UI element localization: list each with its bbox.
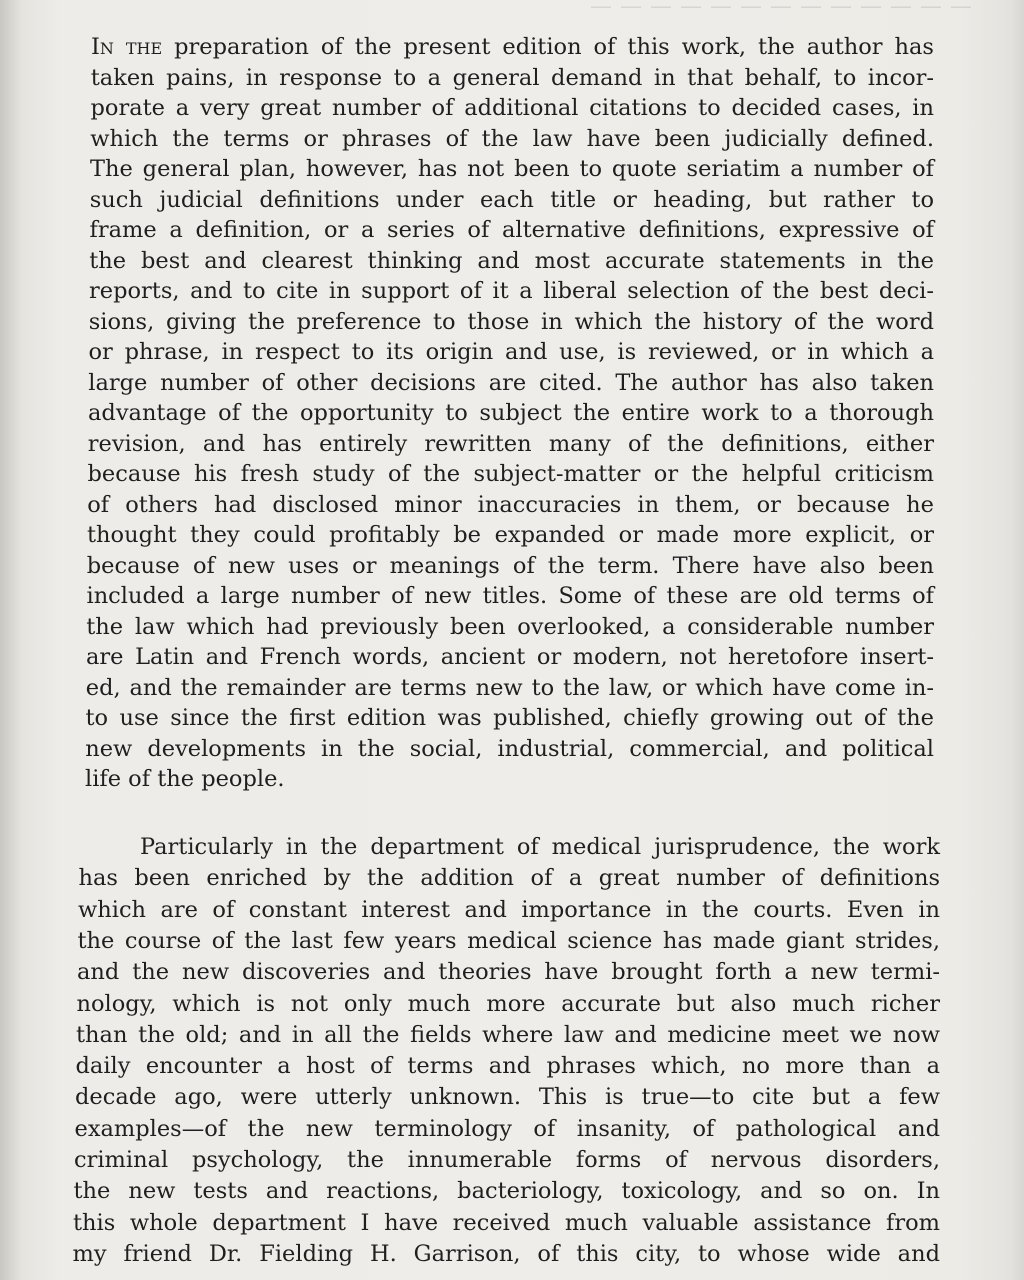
paragraph-2-line: daily encounter a host of terms and phrases which, no more than a — [75, 1053, 940, 1080]
paragraph-1-line: new developments in the social, industrial, commercial, and political — [85, 735, 934, 762]
paragraph-1-line: the law which had previously been overlooked, a considerable number — [86, 613, 934, 640]
paragraph-2-line: Particularly in the department of medical jurisprudence, the work — [140, 834, 940, 860]
paragraph-1-line: advantage of the opportunity to subject the entire work to a thorough — [88, 400, 934, 426]
paragraph-1-line: porate a very great number of additional citations to decided cases, in — [90, 95, 934, 121]
paragraph-1-line: which the terms or phrases of the law have been judicially defined. — [90, 125, 934, 152]
paragraph-2-line: than the old; and in all the fields where law and medicine meet we now — [76, 1021, 940, 1048]
paragraph-1-line: such judicial definitions under each title or heading, but rather to — [89, 186, 934, 213]
paragraph-1-line: large number of other decisions are cited. The author has also taken — [88, 369, 934, 396]
paragraph-1-line: or phrase, in respect to its origin and use, is reviewed, or in which a — [88, 339, 934, 365]
paragraph-2-line: this whole department I have received much valuable assistance from — [73, 1209, 940, 1236]
paragraph-1-line: because his fresh study of the subject-matter or the helpful criticism — [87, 461, 934, 487]
paragraph-2-line: the new tests and reactions, bacteriology, toxicology, and so on. In — [73, 1178, 940, 1205]
paragraph-1-line: sions, giving the preference to those in which the history of the word — [88, 308, 934, 335]
paragraph-2-line: has been enriched by the addition of a great number of definitions — [78, 865, 940, 892]
paragraph-2-line: the course of the last few years medical science has made giant strides, — [77, 927, 940, 954]
bleed-through-text: — — — — — — — — — — — — — — [590, 0, 973, 19]
paragraph-1-line: ed, and the remainder are terms new to the law, or which have come in- — [85, 674, 934, 701]
paragraph-2-line: criminal psychology, the innumerable forms of nervous disorders, — [74, 1147, 940, 1173]
paragraph-1-line: thought they could profitably be expanded or made more explicit, or — [87, 522, 934, 548]
paragraph-1-line: The general plan, however, has not been to quote seriatim a number of — [90, 156, 934, 182]
paragraph-1-line: frame a definition, or a series of alternative definitions, expressive of — [89, 217, 934, 243]
paragraph-1-line: taken pains, in response to a general demand in that behalf, to incor- — [90, 64, 934, 91]
paragraph-1-line: life of the people. — [85, 766, 285, 792]
paragraph-1-line: of others had disclosed minor inaccuracies in them, or because he — [87, 491, 934, 518]
paragraph-1-line: because of new uses or meanings of the term. There have also been — [86, 552, 934, 579]
paragraph-2-line: examples—of the new terminology of insanity, of pathological and — [74, 1115, 940, 1142]
paragraph-1-line: the best and clearest thinking and most accurate statements in the — [89, 247, 934, 274]
paragraph-2-line: and the new discoveries and theories have brought forth a new termi- — [77, 959, 940, 986]
paragraph-2-line: which are of constant interest and importance in the courts. Even in — [78, 896, 940, 923]
paragraph-1-line: to use since the first edition was published, chiefly growing out of the — [85, 705, 934, 731]
paragraph-2-line: nology, which is not only much more accurate but also much richer — [76, 990, 940, 1017]
paragraph-1-line: are Latin and French words, ancient or modern, not heretofore insert- — [86, 644, 934, 670]
paragraph-2-line: my friend Dr. Fielding H. Garrison, of this city, to whose wide and — [72, 1240, 940, 1267]
paragraph-1-line: In the preparation of the present edition of this work, the author has — [91, 34, 934, 60]
opening-small-caps: In the — [91, 34, 163, 60]
paragraph-1-line: included a large number of new titles. Some of these are old terms of — [86, 583, 934, 609]
paragraph-2-line: decade ago, were utterly unknown. This is true—to cite but a few — [75, 1084, 940, 1111]
paragraph-1-line: revision, and has entirely rewritten many of the definitions, either — [87, 430, 934, 457]
paragraph-1-line: reports, and to cite in support of it a liberal selection of the best deci- — [89, 278, 934, 304]
